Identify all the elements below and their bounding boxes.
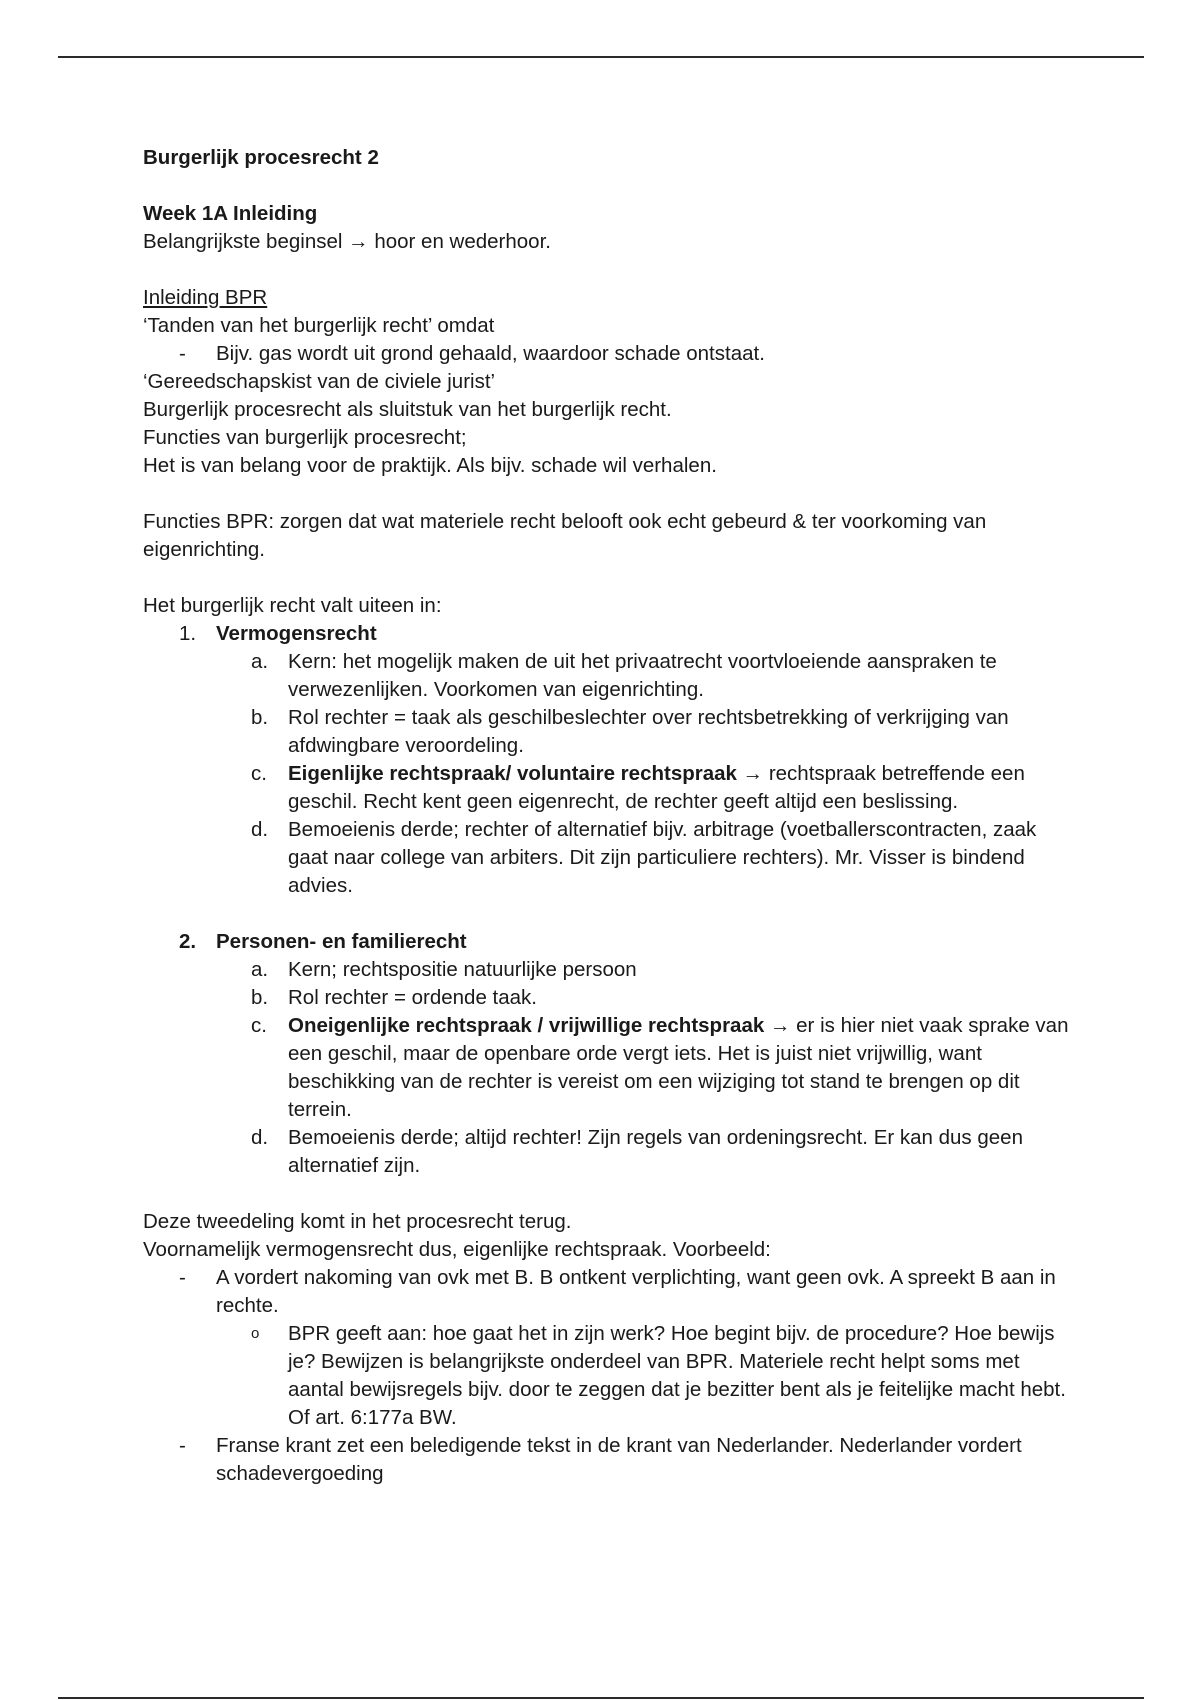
circle-bullet-icon: o — [251, 1325, 260, 1342]
bullet-item — [143, 1264, 1073, 1320]
week-heading: Week 1A Inleiding — [143, 202, 318, 225]
list-marker: c. — [251, 1014, 267, 1037]
numbered-section-vermogensrecht — [143, 620, 1073, 648]
bullet-text: Bijv. gas wordt uit grond gehaald, waardoor schade ontstaat. — [216, 342, 765, 365]
list-text-bold: Eigenlijke rechtspraak/ voluntaire rechtspraak — [288, 762, 737, 785]
document-title: Burgerlijk procesrecht 2 — [143, 146, 379, 169]
list-text: → er is hier niet vaak sprake van een geschil, maar de openbare orde vergt iets. Het is juist niet vrijwillig, want beschikking van de rechter is vereist om een wijziging tot stand te brengen op dit terrein. — [288, 1014, 1069, 1121]
header-rule — [58, 56, 1144, 58]
principle-line: Belangrijkste beginsel → hoor en wederhoor. — [143, 230, 551, 253]
document-body — [143, 144, 1073, 1488]
paragraph-line: Voornamelijk vermogensrecht dus, eigenlijke rechtspraak. Voorbeeld: — [143, 1238, 771, 1261]
list-marker: c. — [251, 762, 267, 785]
list-item — [143, 984, 1073, 1012]
paragraph-line: Het is van belang voor de praktijk. Als bijv. schade wil verhalen. — [143, 454, 717, 477]
functies-paragraph: Functies BPR: zorgen dat wat materiele recht belooft ook echt gebeurd & ter voorkoming van eigenrichting. — [143, 510, 987, 561]
list-text: Kern: het mogelijk maken de uit het privaatrecht voortvloeiende aanspraken te verwezenlijken. Voorkomen van eigenrichting. — [288, 650, 997, 701]
list-text: Kern; rechtspositie natuurlijke persoon — [288, 958, 637, 981]
section-number: 2. — [179, 930, 197, 953]
bullet-text: A vordert nakoming van ovk met B. B ontkent verplichting, want geen ovk. A spreekt B aan in rechte. — [216, 1266, 1056, 1317]
section-heading-inleiding: Inleiding BPR — [143, 286, 268, 309]
list-marker: b. — [251, 986, 269, 1009]
section-number: 1. — [179, 622, 197, 645]
bullet-text: Franse krant zet een beledigende tekst in de krant van Nederlander. Nederlander vordert schadevergoeding — [216, 1434, 1022, 1485]
paragraph-line: Functies van burgerlijk procesrecht; — [143, 426, 467, 449]
list-item — [143, 760, 1073, 816]
list-item — [143, 1012, 1073, 1124]
paragraph-line: Burgerlijk procesrecht als sluitstuk van het burgerlijk recht. — [143, 398, 672, 421]
list-marker: a. — [251, 650, 269, 673]
bullet-item — [143, 340, 1073, 368]
list-item — [143, 956, 1073, 984]
bullet-item — [143, 1432, 1073, 1488]
section-title: Personen- en familierecht — [216, 930, 467, 953]
numbered-section-personen — [143, 928, 1073, 956]
paragraph-line: ‘Gereedschapskist van de civiele jurist’ — [143, 370, 496, 393]
split-intro: Het burgerlijk recht valt uiteen in: — [143, 594, 442, 617]
list-text-bold: Oneigenlijke rechtspraak / vrijwillige rechtspraak — [288, 1014, 765, 1037]
sub-bullet-item — [143, 1320, 1073, 1432]
sub-bullet-text: BPR geeft aan: hoe gaat het in zijn werk? Hoe begint bijv. de procedure? Hoe bewijs je? Bewijzen is belangrijkste onderdeel van BPR. Materiele recht helpt soms met aantal bewijsregels bijv. door te zeggen dat je bezitter bent als je feitelijke macht hebt. Of art. 6:177a BW. — [288, 1322, 1066, 1429]
bullet-marker: - — [179, 1434, 186, 1457]
paragraph-line: ‘Tanden van het burgerlijk recht’ omdat — [143, 314, 495, 337]
list-text: Rol rechter = ordende taak. — [288, 986, 537, 1009]
list-text: → rechtspraak betreffende een geschil. Recht kent geen eigenrecht, de rechter geeft altijd een beslissing. — [288, 762, 1025, 813]
bullet-marker: - — [179, 1266, 186, 1289]
list-marker: b. — [251, 706, 269, 729]
list-item — [143, 704, 1073, 760]
bullet-marker: - — [179, 342, 186, 365]
list-marker: d. — [251, 818, 269, 841]
list-text: Bemoeienis derde; rechter of alternatief bijv. arbitrage (voetballerscontracten, zaak gaat naar college van arbiters. Dit zijn particuliere rechters). Mr. Visser is bindend advies. — [288, 818, 1037, 897]
list-item — [143, 648, 1073, 704]
section-title: Vermogensrecht — [216, 622, 377, 645]
list-text: Bemoeienis derde; altijd rechter! Zijn regels van ordeningsrecht. Er kan dus geen alternatief zijn. — [288, 1126, 1023, 1177]
paragraph-line: Deze tweedeling komt in het procesrecht terug. — [143, 1210, 572, 1233]
footer-rule — [58, 1697, 1144, 1699]
list-marker: d. — [251, 1126, 269, 1149]
list-marker: a. — [251, 958, 269, 981]
list-item — [143, 1124, 1073, 1180]
list-text: Rol rechter = taak als geschilbeslechter over rechtsbetrekking of verkrijging van afdwingbare veroordeling. — [288, 706, 1009, 757]
list-item — [143, 816, 1073, 900]
